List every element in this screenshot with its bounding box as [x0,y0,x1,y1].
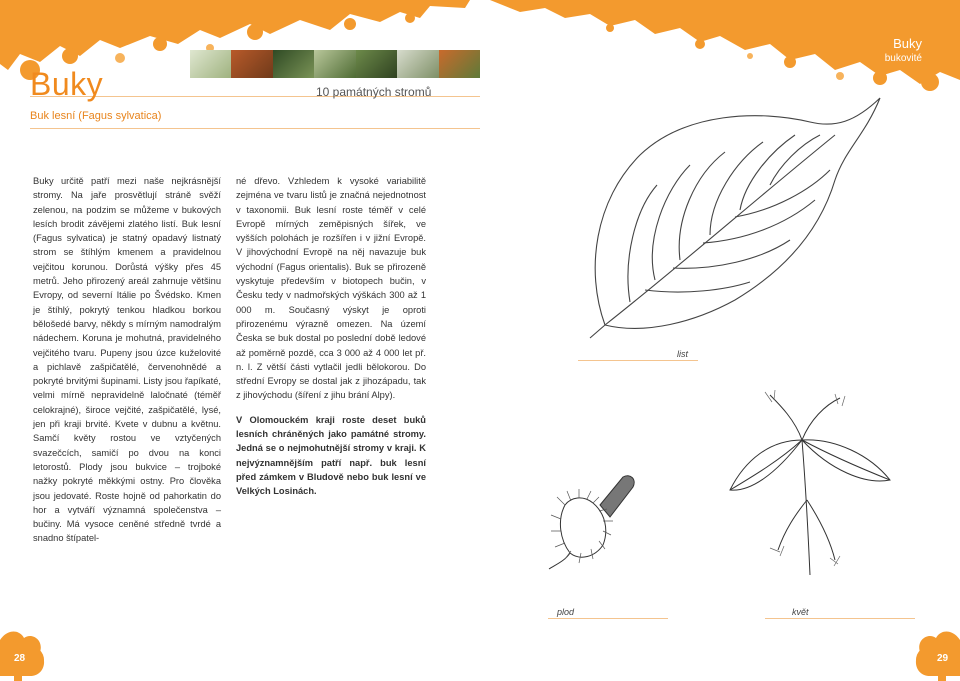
highlight-paragraph: V Olomouckém kraji roste deset buků lesních chráněných jako památné stromy. Jedná se o nejmohutnější stromy v kraji. K nejvýznamnějším patří např. buk lesní před zámkem v Bludově nebo buk lesní ve Velkých Losinách. [236,414,426,497]
fruit-drawing [535,465,645,575]
page-number-right: 29 [937,653,949,664]
photo-thumb [314,50,355,78]
page-subtitle: Buk lesní (Fagus sylvatica) [30,110,162,122]
series-title: 10 památných stromů [316,85,432,99]
page-title: Buky [30,66,104,102]
caption-rule [548,618,668,619]
caption-flower: květ [792,607,809,617]
photo-thumb [273,50,314,78]
text-column-left: Buky určitě patří mezi naše nejkrásnější stromy. Na jaře prosvětlují stráně svěží zelenou, na podzim se můžeme v bukových lesích brodit závějemi zlatého listí. Buk lesní (Fagus sylvatica) je statný opadavý listnatý strom se štíhlým kmenem a pravidelnou vejčitou korunou. Dorůstá výšky přes 45 metrů. Jeho přirozený areál zahrnuje většinu Evropy, od severní Itálie po Švédsko. Kmen je štíhlý, pokrytý tenkou hladkou borkou bělošedé barvy, někdy s mírným namodralým nádechem. Koruna je mohutná, pravidelného vejčitého tvaru. Pupeny jsou úzce kuželovité a pichlavě zašpičatělé, červenohnědé a pokryté brvitými šupinami. Listy jsou řapíkaté, velmi mírně nepravidelně laločnaté (téměř celokrajné), široce vejčité, zašpičatělé, lysé, jen při kraji brvité. Kvete v dubnu a květnu. Samčí květy rostou ve vztyčených svazečcích, samičí po dvou na konci letorostů. Plody jsou bukvice – trojboké nažky pokryté měkkými ostny. Pro člověka jsou jedovaté. Roste hojně od pahorkatin do hor a vytváří významná společenstva – bučiny. Má vysoce ceněné středně tvrdé a snadno štípatel- [33,176,221,544]
flower-drawing [710,380,910,580]
photo-thumb [356,50,397,78]
chapter-subtitle: bukovité [884,53,922,64]
page-number-left: 28 [14,653,26,664]
leaf-drawing [585,90,885,340]
text-column-right [236,174,426,499]
photo-thumb [439,50,480,78]
chapter-title: Buky [893,36,922,51]
photo-strip [190,50,480,78]
caption-rule [578,360,698,361]
photo-thumb [397,50,438,78]
caption-leaf: list [677,349,688,359]
caption-fruit: plod [557,607,575,617]
caption-rule [765,618,915,619]
header-rule [30,128,480,129]
photo-thumb [190,50,231,78]
photo-thumb [231,50,272,78]
paragraph: né dřevo. Vzhledem k vysoké variabilitě zejména ve tvaru listů je značná nejednotnost v taxonomii. Buk lesní roste téměř v celé Evropě mírných zeměpisných šířek, ve vyšších polohách je rozšířen i v jižní Evropě. V jihovýchodní Evropě na něj navazuje buk východní (Fagus orientalis). Buk se přirozeně vyskytuje především v biotopech bučin, v Česku tedy v nadmořských výškách 300 až 1 000 m. Současný výskyt je oproti přirozenému výrazně omezen. Na území Česka se buk dostal po poslední době ledové až poměrně pozdě, cca 3 000 až 4 000 let př. n. l. Z větší části vytlačil jedli bělokorou. Do střední Evropy se dostal jak z jihozápadu, tak z jihovýchodu (šíření z jihu brání Alpy). [236,176,426,401]
